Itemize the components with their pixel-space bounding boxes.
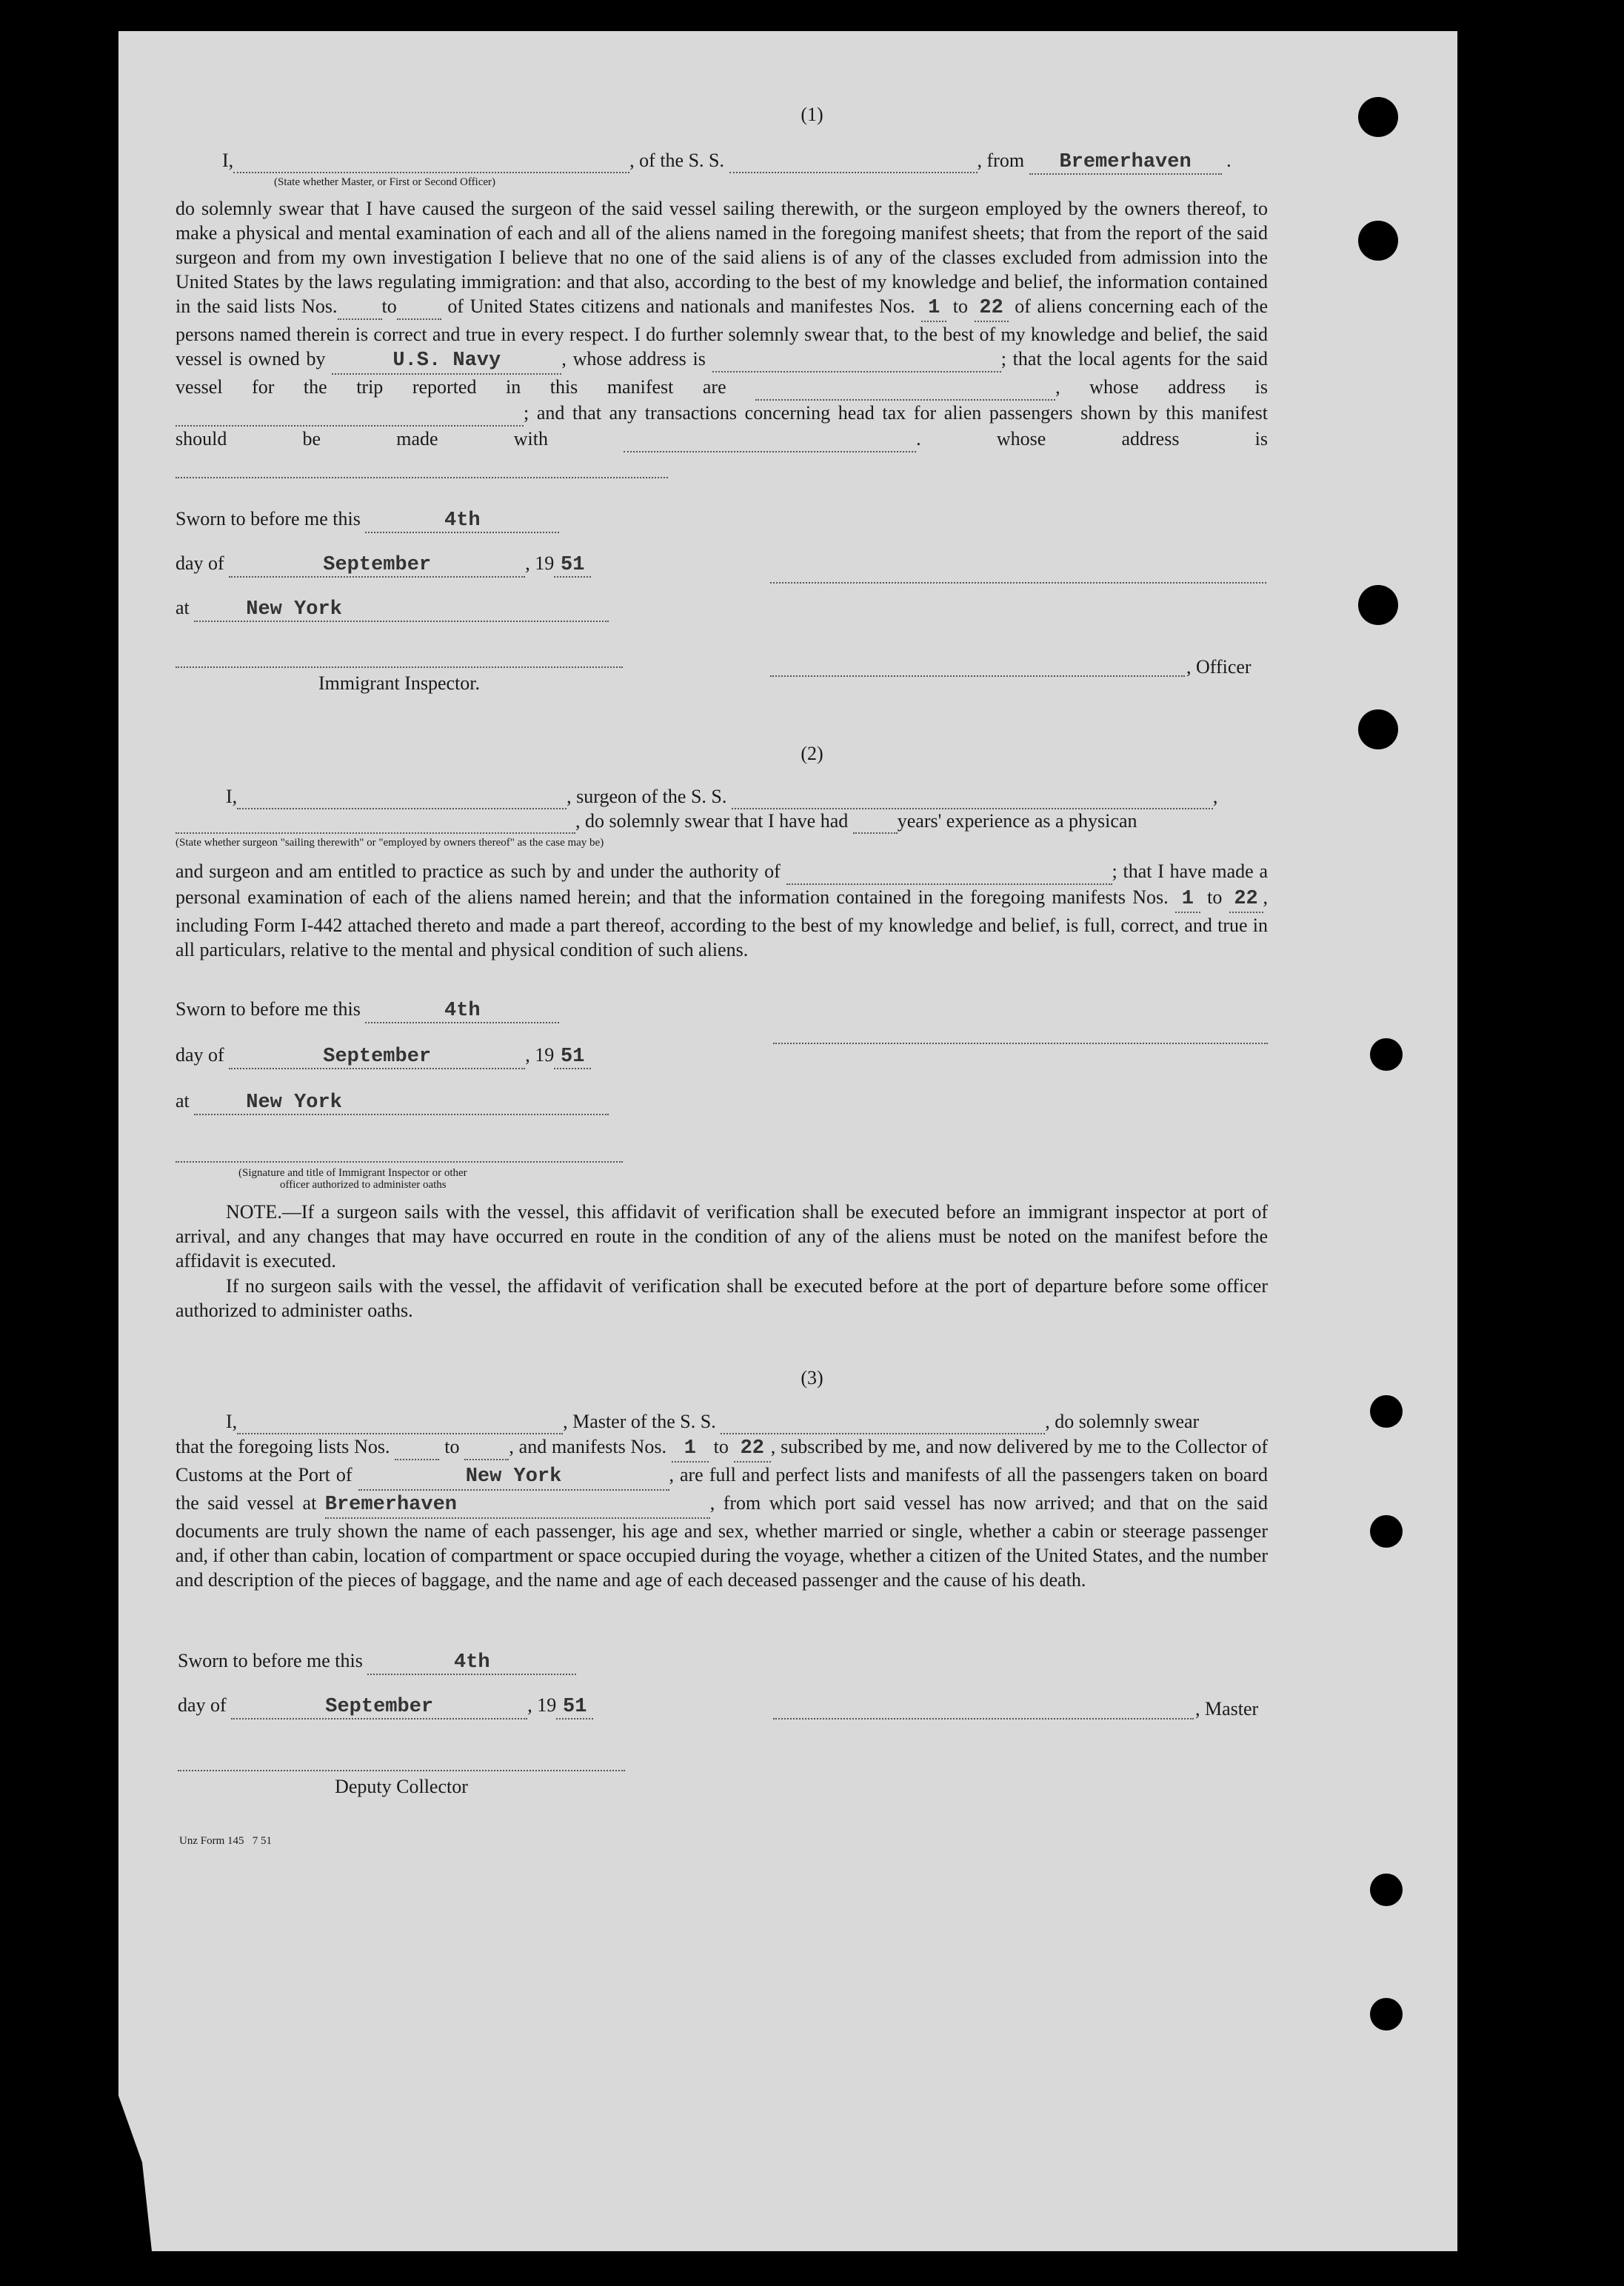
collector-signature-line bbox=[178, 1770, 625, 1771]
at-line-2: at New York bbox=[176, 1090, 609, 1115]
authority-signature-line bbox=[176, 1161, 623, 1163]
master-signature-line bbox=[773, 1718, 1194, 1719]
surgeon-type-note: (State whether surgeon "sailing therewith" or "employed by owners thereof" as the case may be) bbox=[176, 837, 604, 849]
sworn-day-value: 4th bbox=[365, 509, 559, 533]
master-line: I, , Master of the S. S. , do solemnly swear bbox=[226, 1411, 1199, 1434]
punch-hole bbox=[1370, 1395, 1403, 1428]
officer-rank-note: (State whether Master, or First or Second Officer) bbox=[274, 176, 496, 188]
month-value: September bbox=[229, 554, 525, 578]
master-manifest-to: 22 bbox=[734, 1437, 771, 1463]
punch-hole bbox=[1370, 1038, 1403, 1071]
officer-name-line bbox=[770, 675, 1185, 677]
year-value: 51 bbox=[554, 1046, 591, 1069]
surgeon-line: I, , surgeon of the S. S. , bbox=[226, 786, 1217, 809]
experience-line: , do solemnly swear that I have had years' experience as a physican bbox=[176, 810, 1137, 834]
place-value: New York bbox=[194, 1092, 609, 1115]
section-2-heading: (2) bbox=[801, 743, 823, 764]
officer-signature-line bbox=[770, 582, 1266, 584]
day-of-line-3: day of September , 19 51 bbox=[178, 1694, 593, 1719]
year-value: 51 bbox=[556, 1696, 593, 1719]
sworn-line-2: Sworn to before me this 4th bbox=[176, 998, 559, 1023]
punch-hole bbox=[1370, 1515, 1403, 1548]
punch-hole bbox=[1370, 1998, 1403, 2031]
section-2-oath-text: and surgeon and am entitled to practice as such by and under the authority of ; that I have made a personal examination of each of the aliens named herein; and that the information contained in the foregoing manifests Nos. 1 to 22 , including Form I-442 attached thereto and made a part thereof, according to the best of my knowledge and belief, is full, correct, and true in all particulars, relative to the mental and physical condition of such aliens. bbox=[176, 860, 1269, 960]
place-value: New York bbox=[194, 598, 609, 622]
surgeon-signature-line bbox=[773, 1043, 1268, 1044]
master-caption: , Master bbox=[1195, 1698, 1259, 1719]
sworn-line-1: Sworn to before me this 4th bbox=[176, 508, 559, 533]
section-1-heading: (1) bbox=[801, 104, 823, 125]
no-surgeon-note: If no surgeon sails with the vessel, the affidavit of verification shall be executed before at the port of departure before some officer authorized to administer oaths. bbox=[176, 1275, 1268, 1321]
punch-hole bbox=[1358, 585, 1398, 625]
officer-name-blank bbox=[233, 150, 629, 173]
at-line-1: at New York bbox=[176, 597, 609, 622]
owner-value: U.S. Navy bbox=[332, 349, 561, 375]
embark-port-value: Bremerhaven bbox=[325, 1493, 710, 1519]
day-of-line-1: day of September , 19 51 bbox=[176, 552, 591, 578]
sworn-line-3: Sworn to before me this 4th bbox=[178, 1650, 576, 1675]
sworn-day-value: 4th bbox=[367, 1651, 576, 1675]
sworn-day-value: 4th bbox=[365, 1000, 559, 1023]
officer-caption: , Officer bbox=[1186, 656, 1252, 678]
signature-note-1: (Signature and title of Immigrant Inspector or other bbox=[238, 1167, 467, 1179]
master-manifest-from: 1 bbox=[672, 1437, 709, 1463]
surgeon-manifest-to: 22 bbox=[1229, 887, 1263, 913]
signature-note-2: officer authorized to administer oaths bbox=[280, 1179, 447, 1191]
day-of-line-2: day of September , 19 51 bbox=[176, 1044, 591, 1069]
month-value: September bbox=[231, 1696, 527, 1719]
form-id: Unz Form 145 7 51 bbox=[179, 1835, 272, 1847]
section-3-oath-text: that the foregoing lists Nos. to , and manifests Nos. 1 to 22 , subscribed by me, and now delivered by me to the Collector of Customs at the Port of New York , are full and perfect lists and manifests of all the passengers taken on board the said vessel at Bremerhaven , from which port said vessel has now arrived; and that on the said documents are truly shown the name of each passenger, his age and sex, whether married or single, whether a cabin or steerage passenger and, if other than cabin, location of compartment or space occupied during the voyage, whether a citizen of the United States, and the number and description of the pieces of baggage, and the name and age of each deceased passenger and the cause of his death. bbox=[176, 1436, 1269, 1591]
inspector-signature-line bbox=[176, 666, 623, 668]
officer-line: I, , of the S. S. , from Bremerhaven . bbox=[222, 150, 1232, 173]
collector-caption: Deputy Collector bbox=[335, 1776, 468, 1797]
month-value: September bbox=[229, 1046, 525, 1069]
surgeon-note: NOTE.—If a surgeon sails with the vessel, this affidavit of verification shall be executed before an immigrant inspector at port of arrival, and any changes that may have occurred en route in the condition of any of the aliens must be noted on the manifest before the affidavit is executed. bbox=[176, 1201, 1268, 1271]
from-port-value: Bremerhaven bbox=[1029, 151, 1222, 175]
punch-hole bbox=[1370, 1874, 1403, 1906]
punch-hole bbox=[1358, 221, 1398, 261]
section-1-oath-text: do solemnly swear that I have caused the surgeon of the said vessel sailing therewith, or the surgeon employed by the owners thereof, to make a physical and mental examination of each and all of the aliens named in the foregoing manifest sheets; that from the report of the said surgeon and from my own investigation I believe that no one of the said aliens is of any of the classes excluded from admission into the United States by the laws regulating immigration: and that also, according to the best of my knowledge and belief, the information contained in the said lists Nos. to of United States citizens and nationals and manifestes Nos. 1 to 22 of aliens concerning each of the persons named therein is correct and true in every respect. I do further solemnly swear that, to the best of my knowledge and belief, the said vessel is owned by U.S. Navy , whose address is ; that the local agents for the said vessel for the trip reported in this manifest are , whose address is ; and that any transactions concerning head tax for alien passengers shown by this manifest should be made with . whose address is bbox=[176, 196, 1268, 478]
year-value: 51 bbox=[554, 554, 591, 578]
vessel-name-blank bbox=[729, 150, 978, 173]
inspector-caption: Immigrant Inspector. bbox=[318, 672, 481, 694]
port-value: New York bbox=[358, 1465, 669, 1491]
surgeon-manifest-from: 1 bbox=[1175, 887, 1200, 913]
manifest-to-value: 22 bbox=[975, 296, 1009, 322]
manifest-from-value: 1 bbox=[921, 296, 946, 322]
section-3-heading: (3) bbox=[801, 1367, 823, 1388]
